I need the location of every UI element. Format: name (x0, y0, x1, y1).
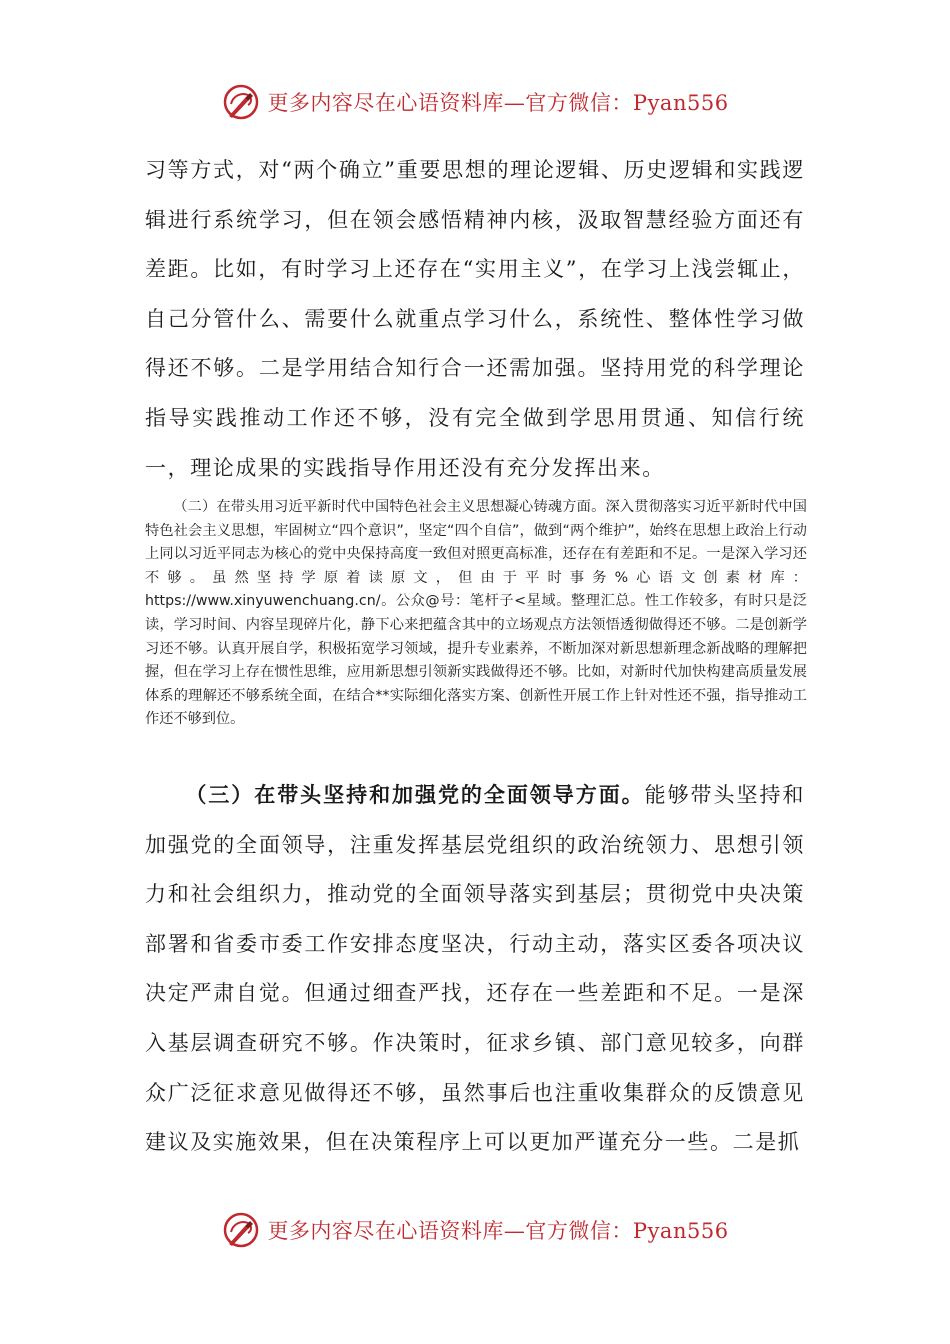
header-watermark (0, 82, 950, 122)
paragraph-1: 习等方式，对“两个确立”重要思想的理论逻辑、历史逻辑和实践逻辑进行系统学习，但在领会感悟精神内核，汲取智慧经验方面还有差距。比如，有时学习上还存在“实用主义”，在学习上浅尝辄止，自己分管什么、需要什么就重点学习什么，系统性、整体性学习做得还不够。二是学用结合知行合一还需加强。坚持用党的科学理论指导实践推动工作还不够，没有完全做到学思用贯通、知信行统一，理论成果的实践指导作用还没有充分发挥出来。 (145, 158, 805, 480)
pen-brain-icon (221, 82, 261, 122)
paragraph-2-text: （二）在带头用习近平新时代中国特色社会主义思想凝心铸魂方面。深入贯彻落实习近平新时代中国特色社会主义思想，牢固树立“四个意识”，坚定“四个自信”，做到“两个维护”，始终在思想上政治上行动上同以习近平同志为核心的党中央保持高度一致但对照更高标准，还存在有差距和不足。一是深入学习还不够。虽然坚持学原着读原文，但由于平时事务%心语文创素材库：https://www.xinyuwenchuang.cn/。公众@号：笔杆子<星域。整理汇总。性工作较多，有时只是泛读，学习时间、内容呈现碎片化，静下心来把蕴含其中的立场观点方法领悟透彻做得还不够。二是创新学习还不够。认真开展自学，积极拓宽学习领域，提升专业素养，不断加深对新思想新理念新战略的理解把握，但在学习上存在惯性思维，应用新思想引领新实践做得还不够。比如，对新时代加快构建高质量发展体系的理解还不够系统全面，在结合**实际细化落实方案、创新性开展工作上针对性还不强，指导推动工作还不够到位。 (145, 499, 807, 728)
footer-watermark (0, 1210, 950, 1250)
pen-brain-icon (221, 1210, 261, 1250)
paragraph-3-body: 能够带头坚持和加强党的全面领导，注重发挥基层党组织的政治统领力、思想引领力和社会组织力，推动党的全面领导落实到基层；贯彻党中央决策部署和省委市委工作安排态度坚决，行动主动，落实区委各项决议决定严肃自觉。但通过细查严找，还存在一些差距和不足。一是深入基层调查研究不够。作决策时，征求乡镇、部门意见较多，向群众广泛征求意见做得还不够，虽然事后也注重收集群众的反馈意见建议及实施效果，但在决策程序上可以更加严谨充分一些。二是抓 (145, 783, 806, 1155)
header-text: 更多内容尽在心语资料库—官方微信：Pyan556 (267, 91, 729, 115)
footer-text: 更多内容尽在心语资料库—官方微信：Pyan556 (267, 1219, 729, 1243)
paragraph-2 (145, 496, 807, 732)
section-heading: （三）在带头坚持和加强党的全面领导方面。 (185, 782, 645, 807)
paragraph-3 (145, 770, 805, 1168)
